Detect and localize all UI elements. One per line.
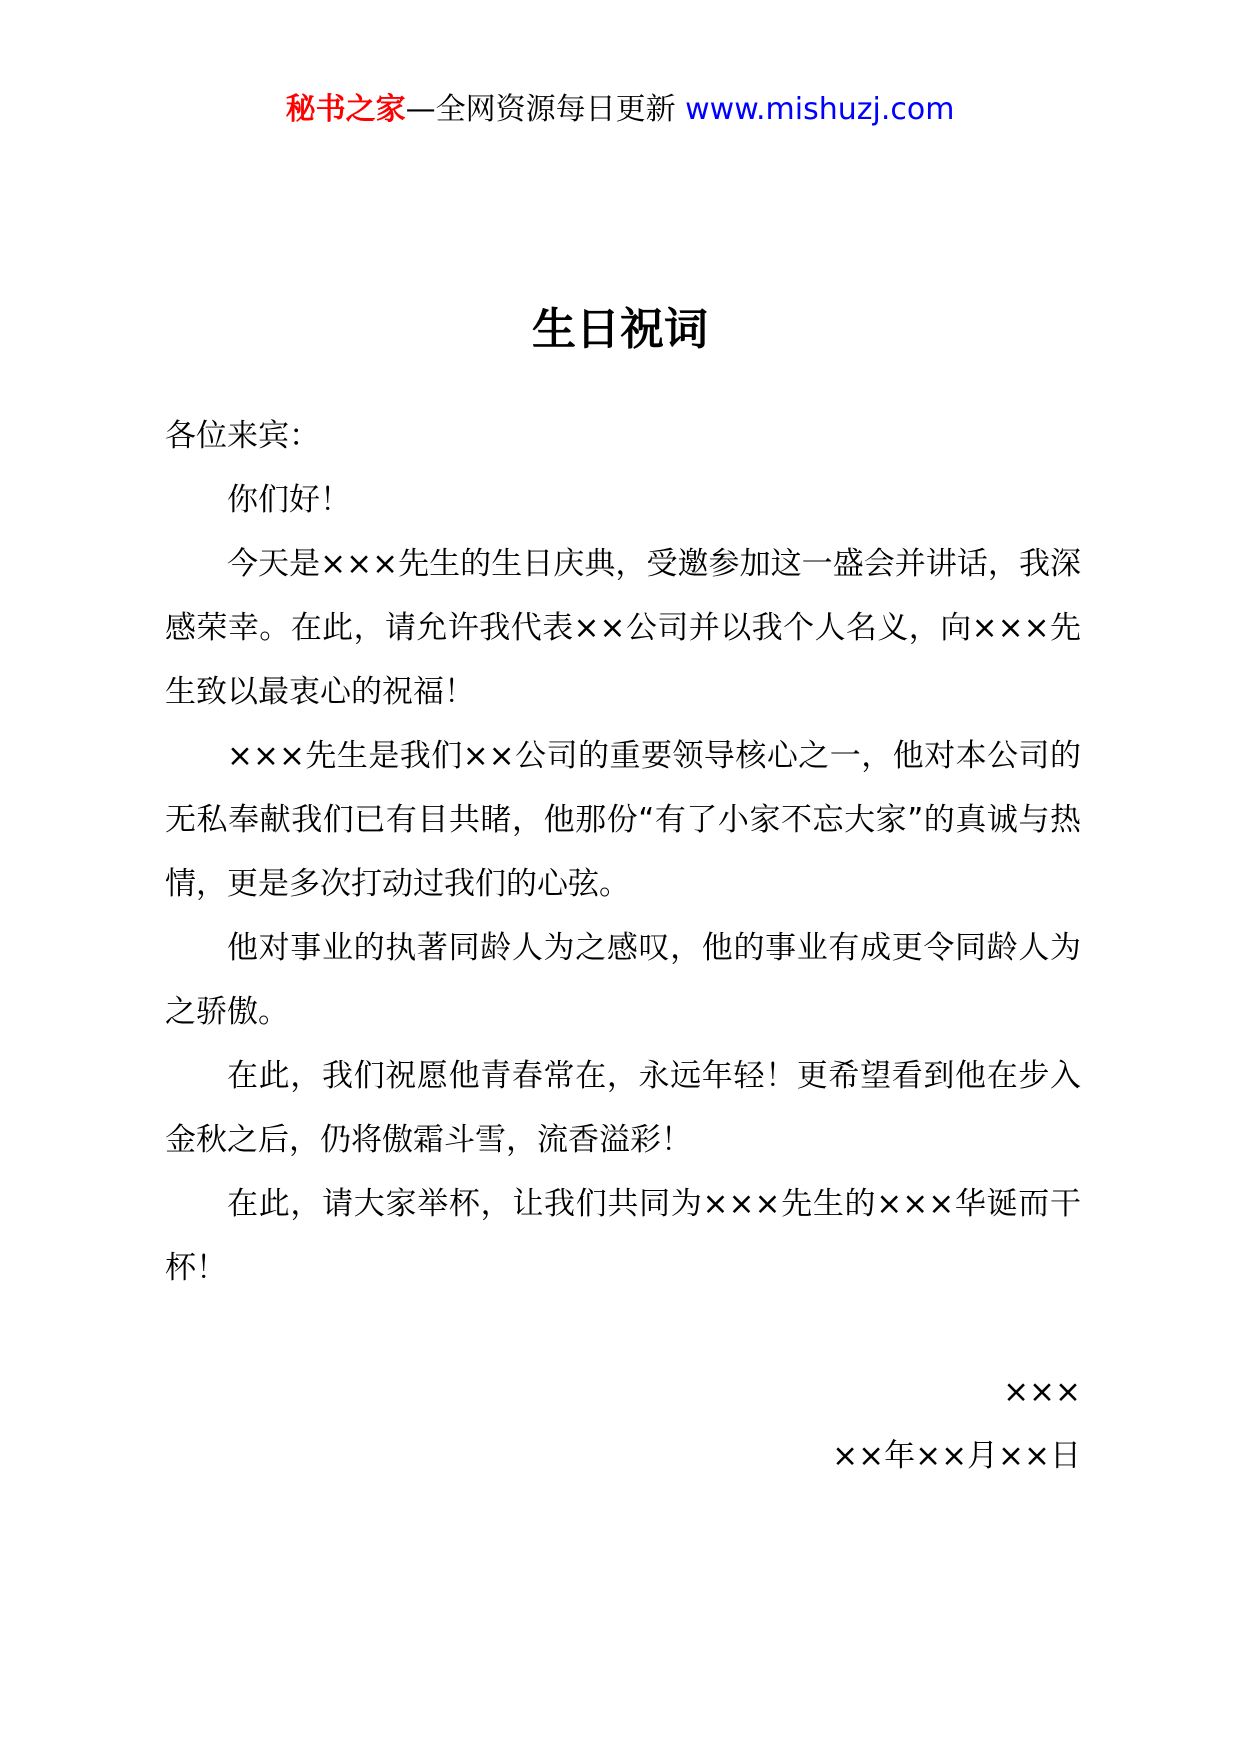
signature-block (165, 1360, 1081, 1488)
brand-name: 秘书之家 (285, 92, 406, 127)
paragraph-career: 他对事业的执著同龄人为之感叹，他的事业有成更令同龄人为之骄傲。 (165, 930, 1081, 1030)
header-tagline: —全网资源每日更新 (405, 92, 686, 127)
signature-date: ××年××月××日 (832, 1438, 1081, 1474)
site-url-link[interactable]: www.mishuzj.com (685, 92, 955, 127)
document-body (165, 404, 1081, 1300)
document-title: 生日祝词 (532, 304, 708, 355)
paragraph-opening: 今天是×××先生的生日庆典，受邀参加这一盛会并讲话，我深感荣幸。在此，请允许我代表××公司并以我个人名义，向×××先生致以最衷心的祝福！ (165, 546, 1081, 710)
paragraph-tribute: ×××先生是我们××公司的重要领导核心之一，他对本公司的无私奉献我们已有目共睹，他那份“有了小家不忘大家”的真诚与热情，更是多次打动过我们的心弦。 (165, 738, 1081, 902)
paragraph-greeting: 你们好！ (227, 482, 351, 518)
salutation: 各位来宾： (165, 418, 320, 454)
paragraph-toast: 在此，请大家举杯，让我们共同为×××先生的×××华诞而干杯！ (165, 1186, 1081, 1286)
signer-name: ××× (1003, 1374, 1081, 1410)
paragraph-wishes: 在此，我们祝愿他青春常在，永远年轻！更希望看到他在步入金秋之后，仍将傲霜斗雪，流香溢彩！ (165, 1058, 1081, 1158)
page-header (0, 92, 1240, 128)
